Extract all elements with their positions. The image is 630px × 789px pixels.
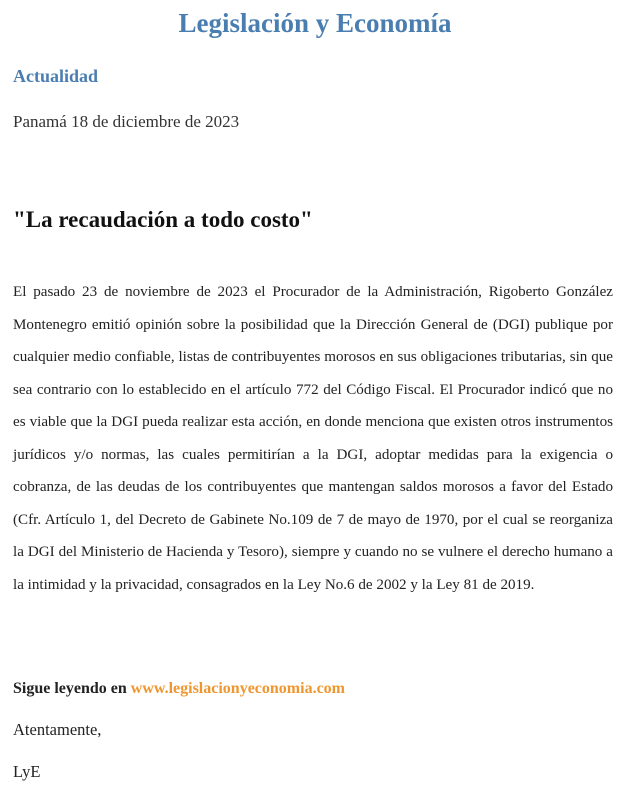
article-body: El pasado 23 de noviembre de 2023 el Procurador de la Administración, Rigoberto González Montenegro emitió opinión sobre la posibilidad que la Dirección General de (DGI) publique por cualquier medio confiable, listas de contribuyentes morosos en sus obligaciones tributarias, sin que sea contrario con lo establecido en el artículo 772 del Código Fiscal. El Procurador indicó que no es viable que la DGI pueda realizar esta acción, en donde menciona que existen otros instrumentos jurídicos y/o normas, las cuales permitirían a la DGI, adoptar medidas para la exigencia o cobranza, de las deudas de los contribuyentes que mantengan saldos morosos a favor del Estado (Cfr. Artículo 1, del Decreto de Gabinete No.109 de 7 de mayo de 1970, por el cual se reorganiza la DGI del Ministerio de Hacienda y Tesoro), siempre y cuando no se vulnere el derecho humano a la intimidad y la privacidad, consagrados en la Ley No.6 de 2002 y la Ley 81 de 2019. <box>13 284 613 593</box>
keep-reading-label: Sigue leyendo en <box>13 680 131 697</box>
dateline: Panamá 18 de diciembre de 2023 <box>13 112 240 131</box>
signature: LyE <box>13 762 41 781</box>
article-title: "La recaudación a todo costo" <box>13 207 313 232</box>
keep-reading-line <box>13 678 345 700</box>
closing-text: Atentamente, <box>13 720 102 739</box>
site-title: Legislación y Economía <box>178 8 452 38</box>
website-link[interactable]: www.legislacionyeconomia.com <box>130 680 345 697</box>
section-label: Actualidad <box>13 66 99 86</box>
